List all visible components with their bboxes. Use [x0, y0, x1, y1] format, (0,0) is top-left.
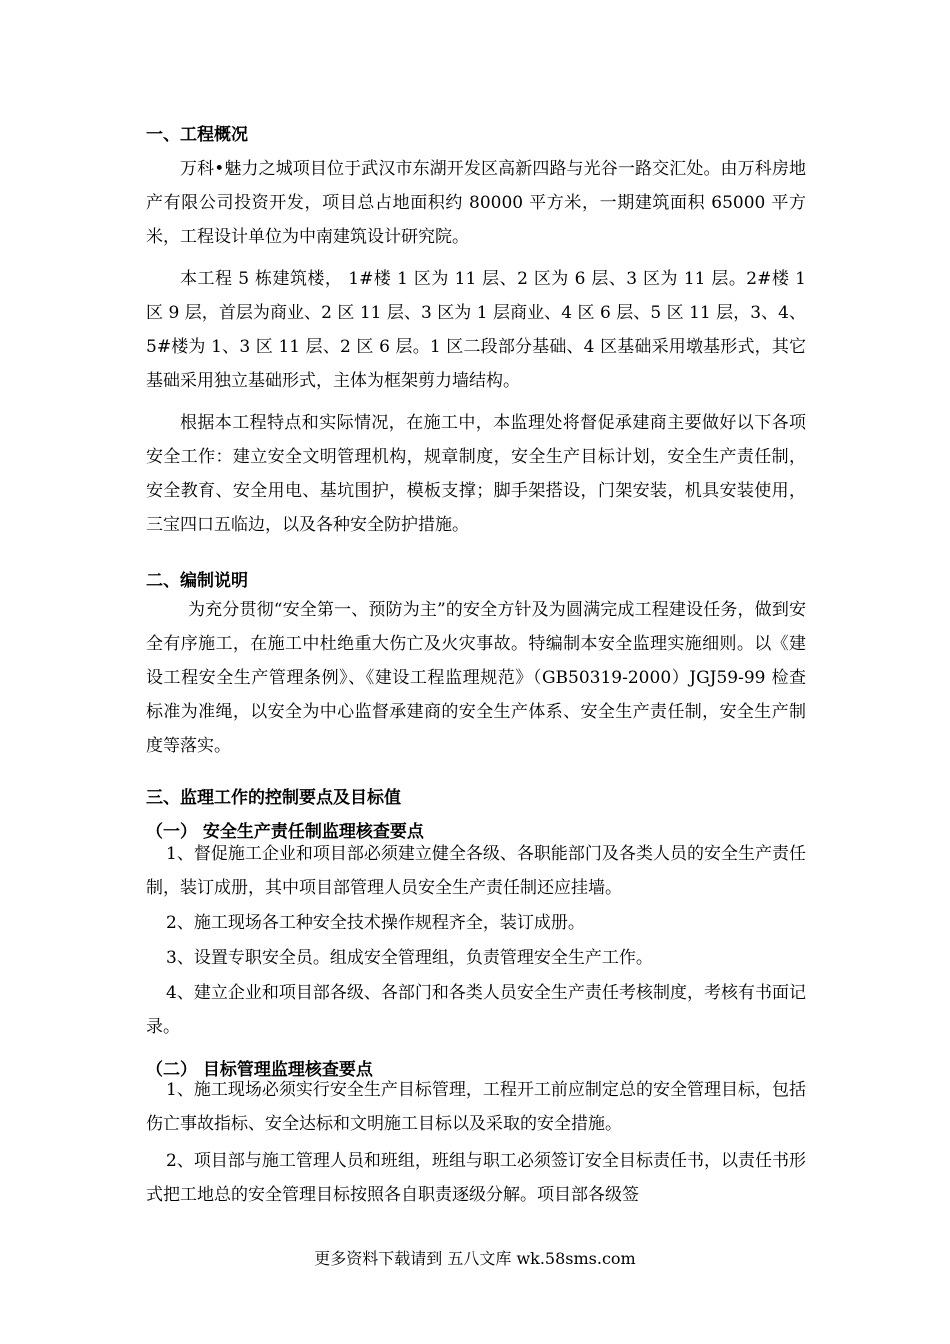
subsection-1-item-2: 2、施工现场各工种安全技术操作规程齐全，装订成册。: [166, 913, 585, 933]
subsection-1-item-4: 4、建立企业和项目部各级、各部门和各类人员安全生产责任考核制度，考核有书面记录。: [146, 983, 806, 1037]
section-1-paragraph-1: 万科•魅力之城项目位于武汉市东湖开发区高新四路与光谷一路交汇处。由万科房地产有限公司投资开发，项目总占地面积约 80000 平方米，一期建筑面积 65000 平方米，工程设计单位为中南建筑设计研究院。: [146, 159, 806, 247]
subsection-1-item-3: 3、设置专职安全员。组成安全管理组，负责管理安全生产工作。: [166, 948, 653, 968]
section-1-paragraph-3: 根据本工程特点和实际情况，在施工中，本监理处将督促承建商主要做好以下各项安全工作：建立安全文明管理机构，规章制度，安全生产目标计划，安全生产责任制，安全教育、安全用电、基坑围护，模板支撑；脚手架搭设，门架安装，机具安装使用，三宝四口五临边，以及各种安全防护措施。: [146, 413, 806, 535]
footer-link-text: 更多资料下载请到 五八文库 wk.58sms.com: [314, 1249, 636, 1268]
subsection-1-item-1: 1、督促施工企业和项目部必须建立健全各级、各职能部门及各类人员的安全生产责任制，装订成册，其中项目部管理人员安全生产责任制还应挂墙。: [146, 844, 806, 898]
section-3-heading: 三、监理工作的控制要点及目标值: [146, 788, 401, 808]
subsection-2-item-1: 1、施工现场必须实行安全生产目标管理，工程开工前应制定总的安全管理目标，包括伤亡事故指标、安全达标和文明施工目标以及采取的安全措施。: [146, 1080, 806, 1134]
section-2-heading: 二、编制说明: [146, 571, 248, 591]
subsection-2-item-2: 2、项目部与施工管理人员和班组，班组与职工必须签订安全目标责任书，以责任书形式把工地总的安全管理目标按照各自职责逐级分解。项目部各级签: [146, 1151, 806, 1205]
section-2-paragraph-1: 为充分贯彻“安全第一、预防为主”的安全方针及为圆满完成工程建设任务，做到安全有序施工，在施工中杜绝重大伤亡及火灾事故。特编制本安全监理实施细则。以《建设工程安全生产管理条例》、《建设工程监理规范》（GB50319-2000）JGJ59-99 检查标准为准绳，以安全为中心监督承建商的安全生产体系、安全生产责任制，安全生产制度等落实。: [146, 600, 806, 756]
subsection-2-heading: （二） 目标管理监理核查要点: [146, 1060, 373, 1080]
section-1-heading: 一、工程概况: [146, 125, 248, 145]
section-1-paragraph-2: 本工程 5 栋建筑楼， 1#楼 1 区为 11 层、2 区为 6 层、3 区为 11 层。2#楼 1 区 9 层，首层为商业、2 区 11 层、3 区为 1 层商业、4 区 6 层、5 区 11 层，3、4、5#楼为 1、3 区 11 层、2 区 6 层。1 区二段部分基础、4 区基础采用墩基形式，其它基础采用独立基础形式，主体为框架剪力墙结构。: [146, 269, 806, 391]
subsection-1-heading: （一） 安全生产责任制监理核查要点: [146, 822, 424, 842]
